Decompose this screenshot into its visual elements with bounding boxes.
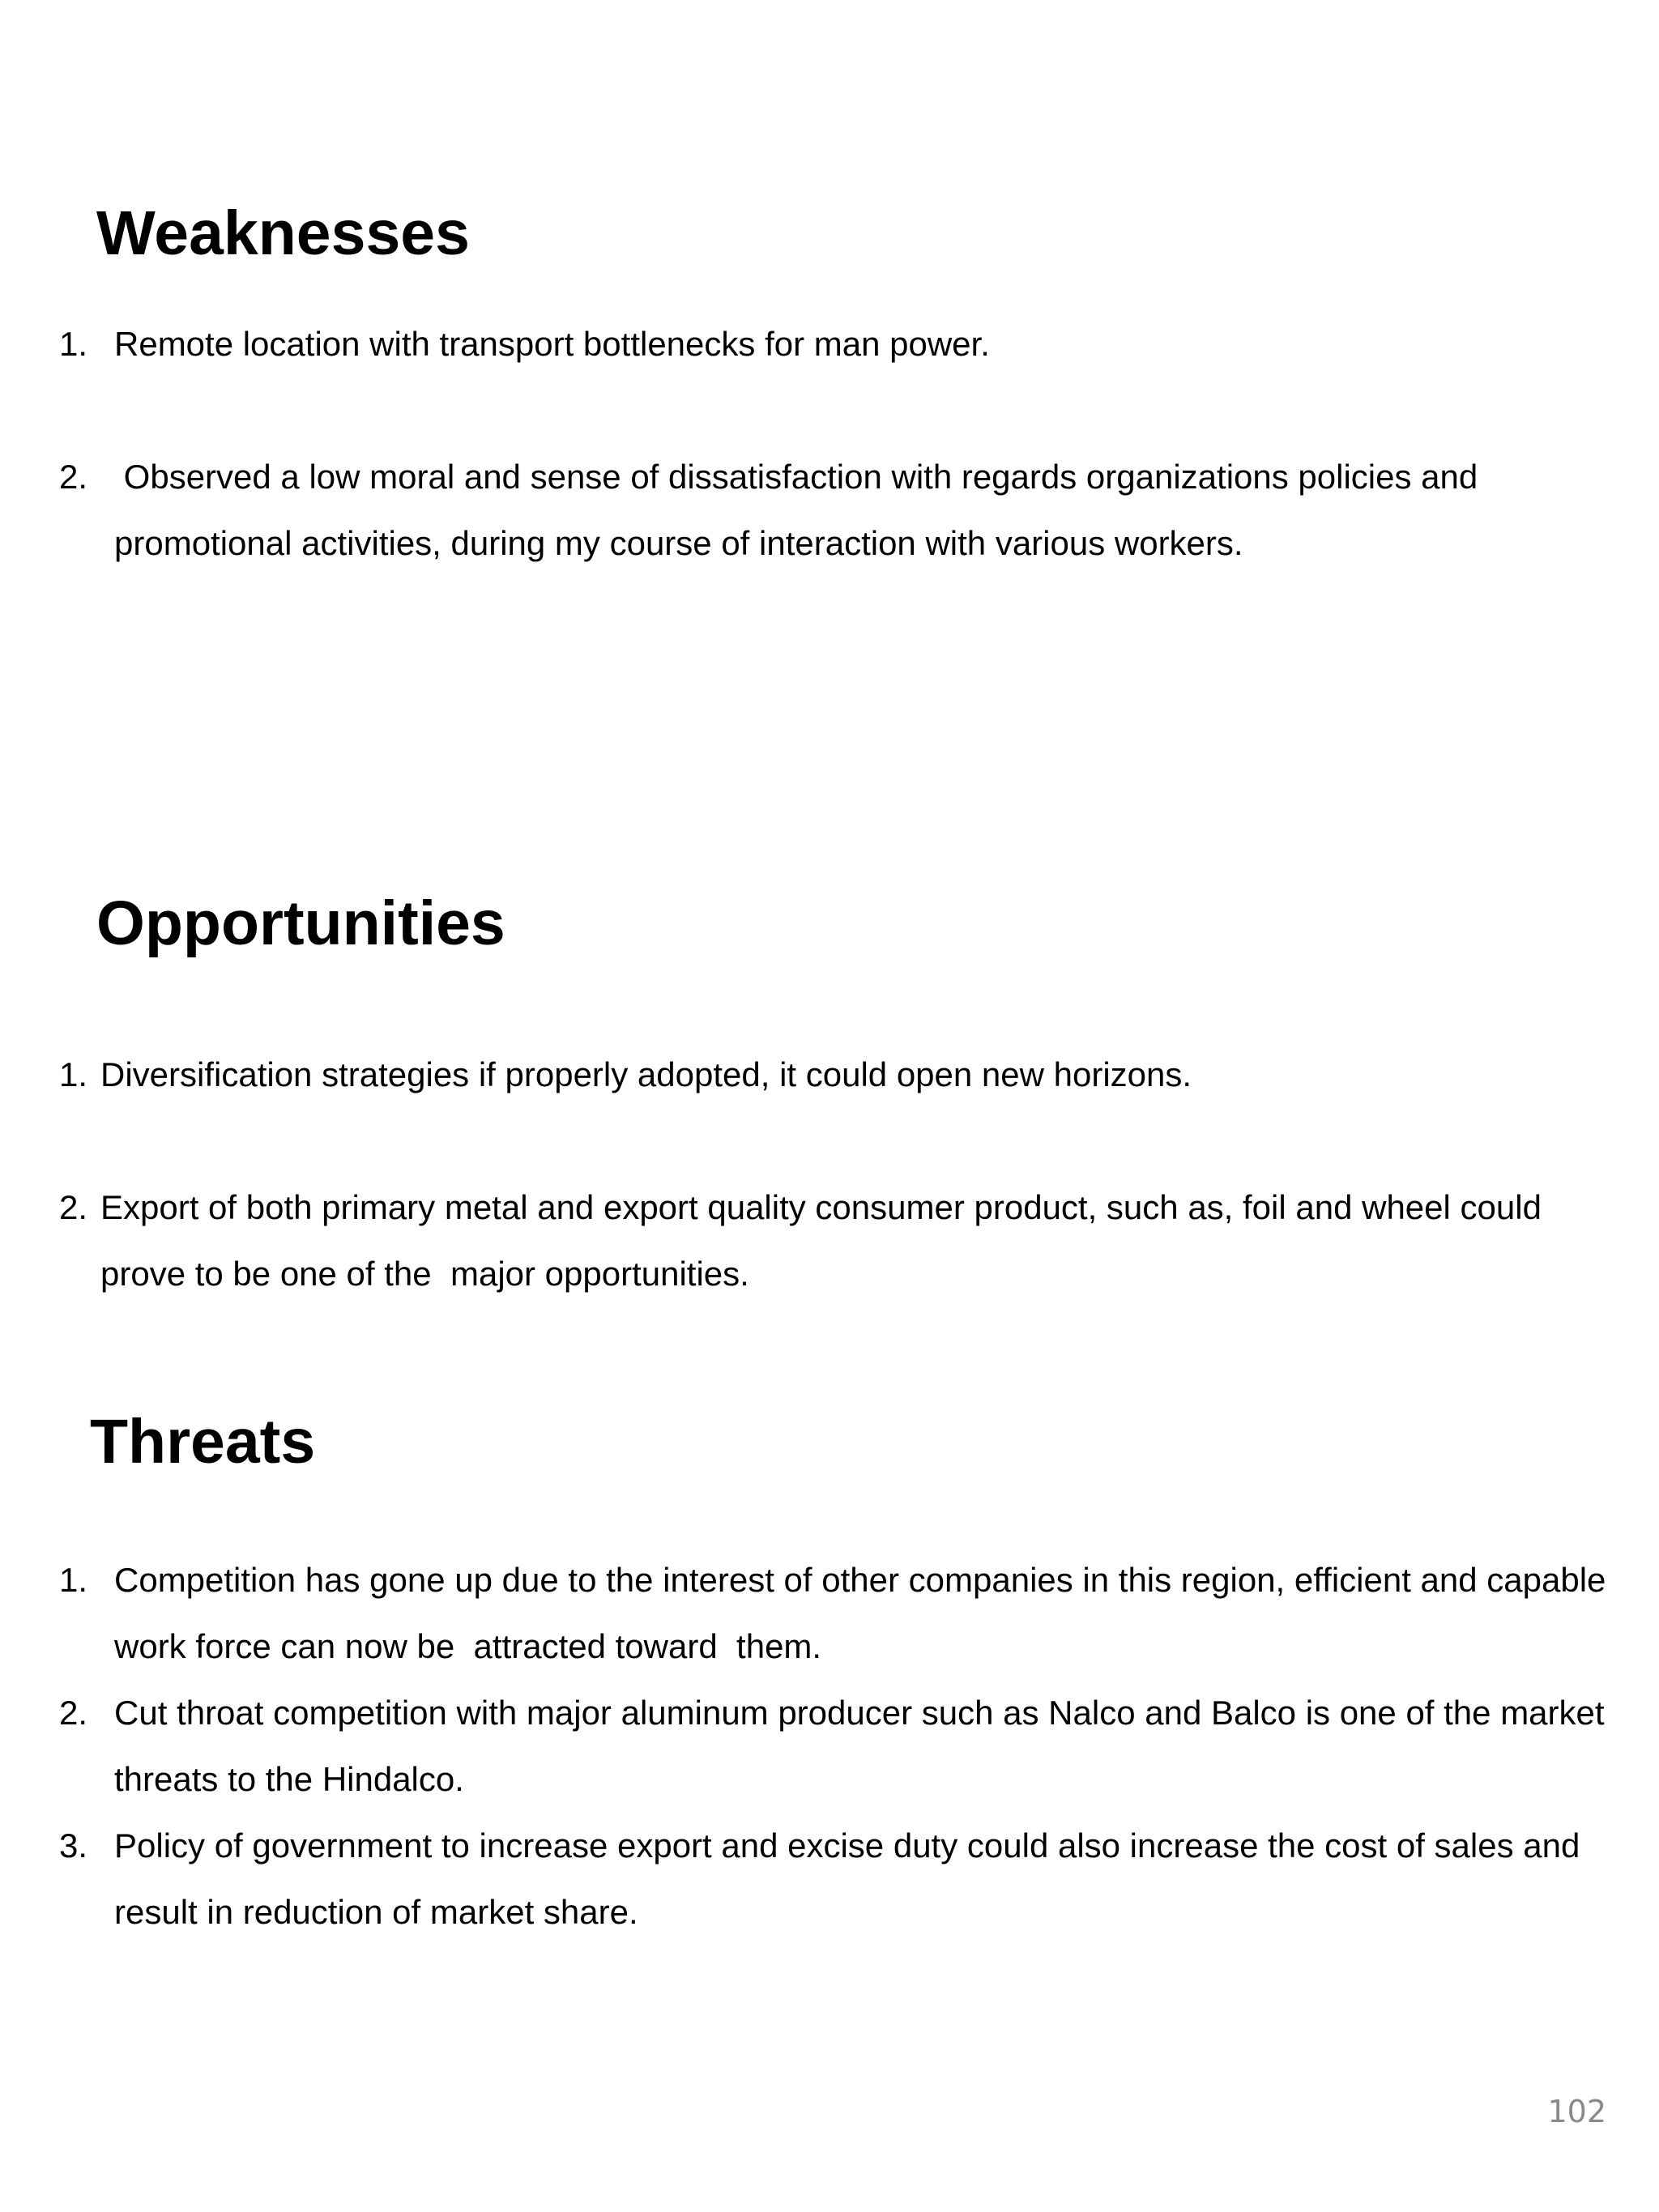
section-title-opportunities: Opportunities <box>96 889 505 958</box>
list-item-number: 1. <box>59 1561 88 1599</box>
list-item-number: 2. <box>59 1188 88 1226</box>
list-item-text: Policy of government to increase export and excise duty could also increase the cost of sales and result in reduction of market share. <box>114 1826 1590 1931</box>
list-item-text: Observed a low moral and sense of dissatisfaction with regards organizations policies and promotional activities, during my course of interaction with various workers. <box>114 458 1487 562</box>
list-item-number: 2. <box>59 458 88 496</box>
list-item-number: 3. <box>59 1826 88 1865</box>
list-item-text: Cut throat competition with major aluminum producer such as Nalco and Balco is one of the market threats to the Hindalco. <box>114 1694 1614 1798</box>
section-title-threats: Threats <box>90 1407 316 1477</box>
page-number: 102 <box>1547 2094 1606 2129</box>
list-item <box>59 1547 1614 1680</box>
list-item-number: 2. <box>59 1694 88 1732</box>
list-item-text: Diversification strategies if properly adopted, it could open new horizons. <box>100 1055 1192 1093</box>
list-item <box>59 1042 1614 1108</box>
list-item-text: Remote location with transport bottlenecks for man power. <box>114 325 990 363</box>
list-item <box>59 444 1614 577</box>
list-item-text: Export of both primary metal and export quality consumer product, such as, foil and wheel could prove to be one of the major opportunities. <box>100 1188 1551 1293</box>
list-item-text: Competition has gone up due to the interest of other companies in this region, efficient and capable work force can now be attracted toward them. <box>114 1561 1616 1665</box>
list-item-number: 1. <box>59 325 88 363</box>
list-item <box>59 1680 1614 1813</box>
section-title-weaknesses: Weaknesses <box>96 198 470 268</box>
list-item <box>59 1813 1614 1946</box>
list-item <box>59 311 1614 377</box>
list-item <box>59 1174 1614 1307</box>
list-item-number: 1. <box>59 1055 88 1093</box>
